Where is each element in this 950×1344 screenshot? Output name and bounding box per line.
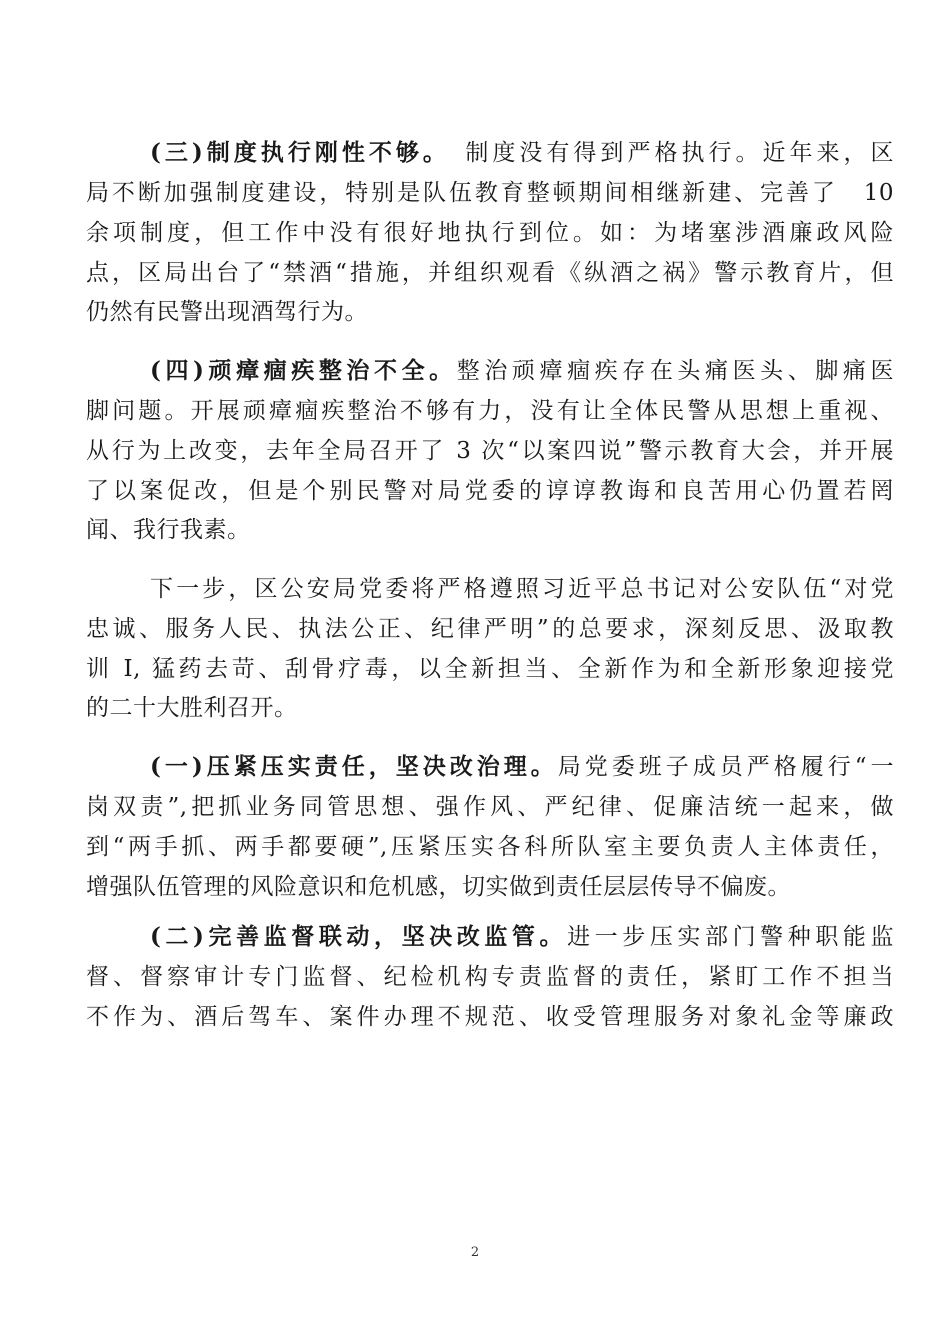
- paragraph-line: 局不断加强制度建设，特别是队伍教育整顿期间相继新建、完善了 10: [86, 180, 894, 206]
- section-heading: (四)顽瘴痼疾整治不全。: [150, 357, 457, 384]
- page-number: 2: [470, 1245, 480, 1260]
- paragraph-line: 增强队伍管理的风险意识和危机感，切实做到责任层层传导不偏废。: [86, 874, 791, 900]
- paragraph-line: 的二十大胜利召开。: [86, 695, 298, 721]
- paragraph-line: 脚问题。开展顽瘴痼疾整治不够有力，没有让全体民警从思想上重视、: [86, 398, 894, 424]
- section-heading: (二)完善监督联动，坚决改监管。: [150, 923, 568, 950]
- body-text: 制度没有得到严格执行。近年来，区: [465, 140, 895, 166]
- paragraph-line: 训 I, 猛药去苛、刮骨疗毒，以全新担当、全新作为和全新形象迎接党: [86, 656, 894, 682]
- paragraph-line: [150, 922, 894, 952]
- paragraph-line: 仍然有民警出现酒驾行为。: [86, 299, 368, 325]
- paragraph-line: [150, 752, 894, 782]
- section-heading: (三)制度执行刚性不够。: [150, 139, 439, 166]
- paragraph-line: 到“两手抓、两手都要硬”,压紧压实各科所队室主要负责人主体责任，: [86, 834, 894, 860]
- paragraph-line: 不作为、酒后驾车、案件办理不规范、收受管理服务对象礼金等廉政: [86, 1004, 894, 1030]
- paragraph-line: 下一步，区公安局党委将严格遵照习近平总书记对公安队伍“对党: [150, 576, 894, 602]
- paragraph-line: 从行为上改变，去年全局召开了 3 次“以案四说”警示教育大会，并开展: [86, 438, 894, 464]
- paragraph-line: 余项制度，但工作中没有很好地执行到位。如：为堵塞涉酒廉政风险: [86, 220, 894, 246]
- body-text: 局党委班子成员严格履行“一: [557, 754, 894, 780]
- paragraph-line: 督、督察审计专门监督、纪检机构专责监督的责任，紧盯工作不担当: [86, 964, 894, 990]
- paragraph-line: 闻、我行我素。: [86, 517, 251, 543]
- paragraph-line: 了以案促改，但是个别民警对局党委的谆谆教诲和良苦用心仍置若罔: [86, 478, 894, 504]
- paragraph-line: 忠诚、服务人民、执法公正、纪律严明”的总要求，深刻反思、汲取教: [86, 616, 894, 642]
- section-heading: (一)压紧压实责任，坚决改治理。: [150, 753, 558, 780]
- body-text: 进一步压实部门警种职能监: [567, 924, 895, 950]
- paragraph-line: 岗双责”,把抓业务同管思想、强作风、严纪律、促廉洁统一起来，做: [86, 794, 894, 820]
- paragraph-line: [150, 138, 894, 168]
- paragraph-line: [150, 356, 894, 386]
- paragraph-line: 点，区局出台了“禁酒“措施，并组织观看《纵酒之祸》警示教育片，但: [86, 260, 894, 286]
- body-text: 整治顽瘴痼疾存在头痛医头、脚痛医: [456, 358, 895, 384]
